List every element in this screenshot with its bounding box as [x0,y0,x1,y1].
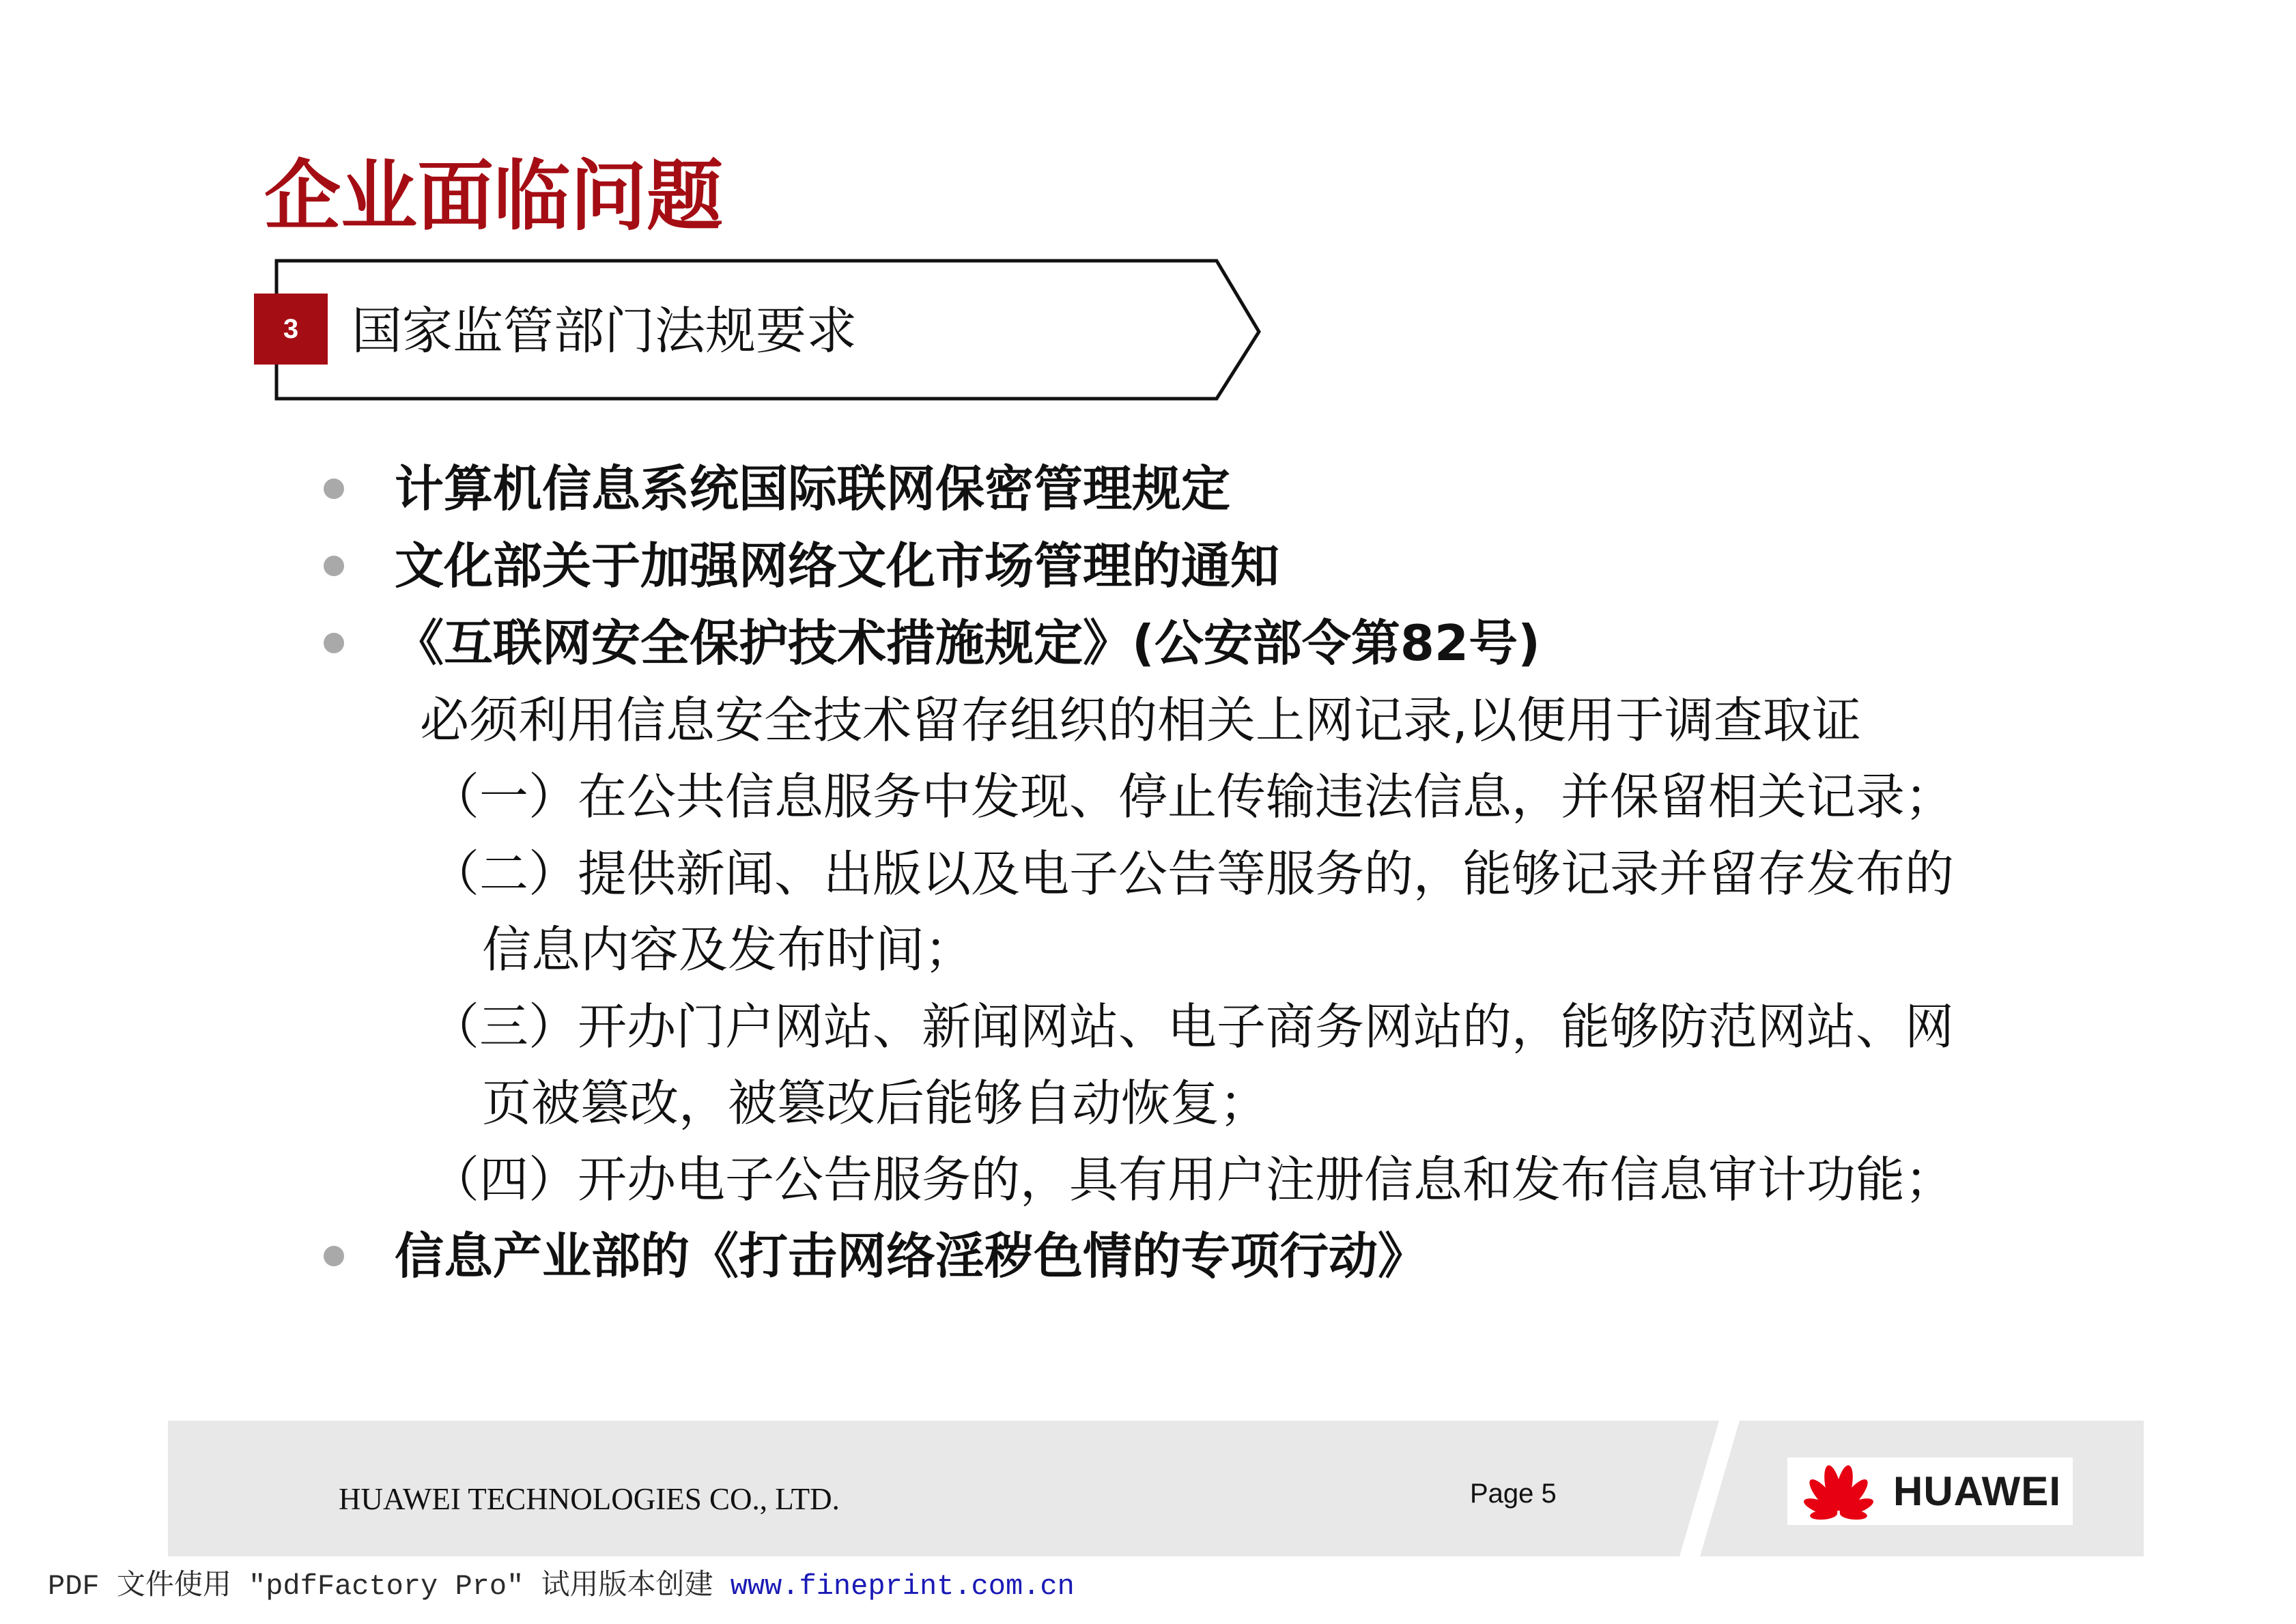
watermark-link[interactable]: www.fineprint.com.cn [730,1570,1075,1603]
sub-item: （三）开办门户网站、新闻网站、电子商务网站的，能够防范网站、网 [430,998,1955,1055]
watermark-text: PDF 文件使用 "pdfFactory Pro" 试用版本创建 [48,1570,731,1603]
huawei-logo [1787,1457,2073,1525]
sub-item: （一）在公共信息服务中发现、停止传输违法信息，并保留相关记录； [430,768,1955,825]
pdf-watermark [48,1567,1075,1606]
page-number: Page 5 [1470,1479,1557,1509]
bullet-text: 计算机信息系统国际联网保密管理规定 [395,460,1231,517]
bullet-text: 《互联网安全保护技术措施规定》(公安部令第82号) [395,614,1541,672]
page-title: 企业面临问题 [264,152,723,241]
footer-company: HUAWEI TECHNOLOGIES CO., LTD. [339,1482,840,1516]
sub-item: （二）提供新闻、出版以及电子公告等服务的，能够记录并留存发布的 [430,845,1955,902]
bullet-text: 文化部关于加强网络文化市场管理的通知 [395,537,1280,595]
section-number: 3 [283,313,299,344]
sub-item-continuation: 页被篡改，被篡改后能够自动恢复； [482,1074,1269,1132]
paragraph-text: 必须利用信息安全技术留存组织的相关上网记录,以便用于调查取证 [420,692,1861,749]
sub-item: （四）开办电子公告服务的，具有用户注册信息和发布信息审计功能； [430,1151,1955,1208]
section-heading: 国家监管部门法规要求 [352,302,857,360]
sub-item-continuation: 信息内容及发布时间； [482,921,974,978]
huawei-logo-text: HUAWEI [1893,1468,2061,1514]
bullet-text: 信息产业部的《打击网络淫秽色情的专项行动》 [395,1227,1428,1285]
huawei-flower-icon [1787,1457,1890,1525]
